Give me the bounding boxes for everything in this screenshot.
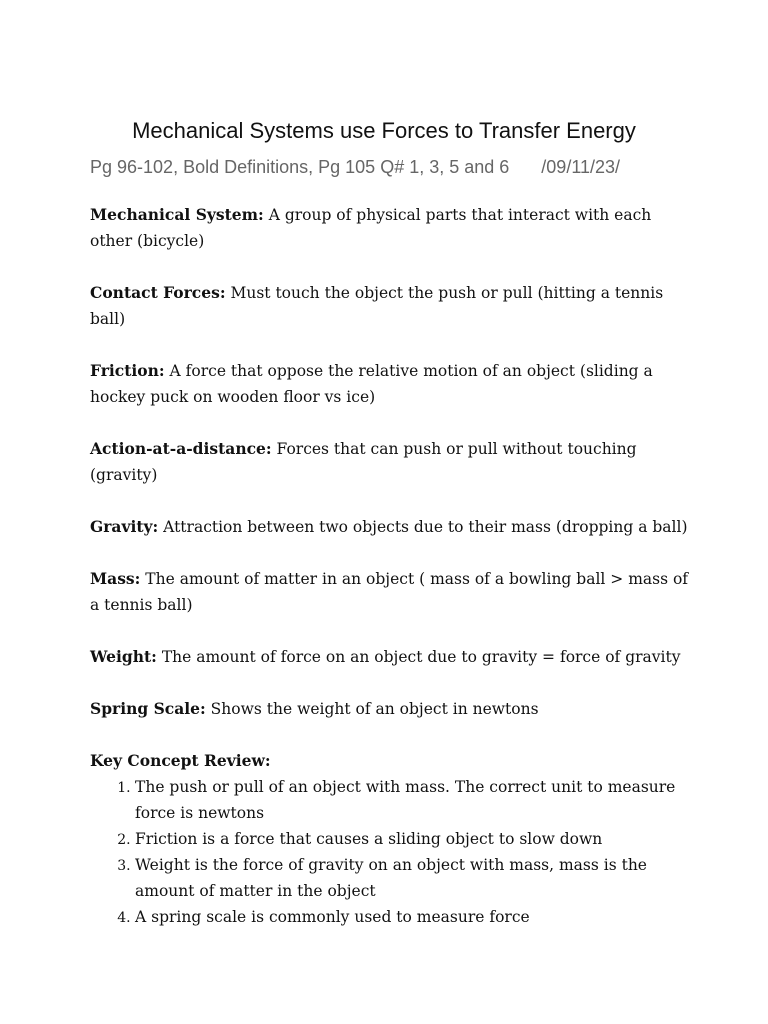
date-text: /09/11/23/ [541, 157, 621, 177]
definition-text: The amount of matter in an object ( mass of a bowling ball > mass of a tennis ball) [90, 570, 689, 614]
definition-friction [90, 358, 690, 410]
definition-mechanical-system [90, 202, 690, 254]
definition-term: Contact Forces: [90, 283, 226, 302]
definition-spring-scale [90, 696, 690, 722]
page-subtitle [90, 157, 620, 178]
reading-assignment: Pg 96-102, Bold Definitions, Pg 105 Q# 1, 3, 5 and 6 [90, 157, 510, 177]
definition-action-at-a-distance [90, 436, 690, 488]
definition-gravity [90, 514, 690, 540]
notes-body [90, 202, 690, 930]
definition-text: Must touch the object the push or pull (hitting a tennis ball) [90, 284, 664, 328]
definition-text: Attraction between two objects due to their mass (dropping a ball) [158, 518, 688, 536]
definition-text: Shows the weight of an object in newtons [205, 700, 539, 718]
definition-term: Mechanical System: [90, 205, 264, 224]
list-item: 1. The push or pull of an object with mass. The correct unit to measure force is newtons [135, 774, 690, 826]
definition-contact-forces [90, 280, 690, 332]
definition-text: A group of physical parts that interact with each other (bicycle) [90, 206, 652, 250]
definition-term: Action-at-a-distance: [90, 439, 272, 458]
list-item: 3. Weight is the force of gravity on an object with mass, mass is the amount of matter in the object [135, 852, 690, 904]
definition-text: A force that oppose the relative motion of an object (sliding a hockey puck on wooden floor vs ice) [90, 362, 653, 406]
definition-mass [90, 566, 690, 618]
page-title: Mechanical Systems use Forces to Transfer Energy [132, 118, 636, 143]
definition-text: The amount of force on an object due to gravity = force of gravity [156, 648, 681, 666]
definition-term: Friction: [90, 361, 165, 380]
definition-term: Spring Scale: [90, 699, 206, 718]
list-item: 4. A spring scale is commonly used to measure force [135, 904, 690, 930]
list-item: 2. Friction is a force that causes a sliding object to slow down [135, 826, 690, 852]
definition-term: Mass: [90, 569, 141, 588]
definition-weight [90, 644, 690, 670]
review-heading: Key Concept Review: [90, 751, 271, 770]
definition-term: Weight: [90, 647, 157, 666]
definition-term: Gravity: [90, 517, 159, 536]
review-list [90, 774, 690, 930]
definition-text: Forces that can push or pull without touching (gravity) [90, 440, 637, 484]
